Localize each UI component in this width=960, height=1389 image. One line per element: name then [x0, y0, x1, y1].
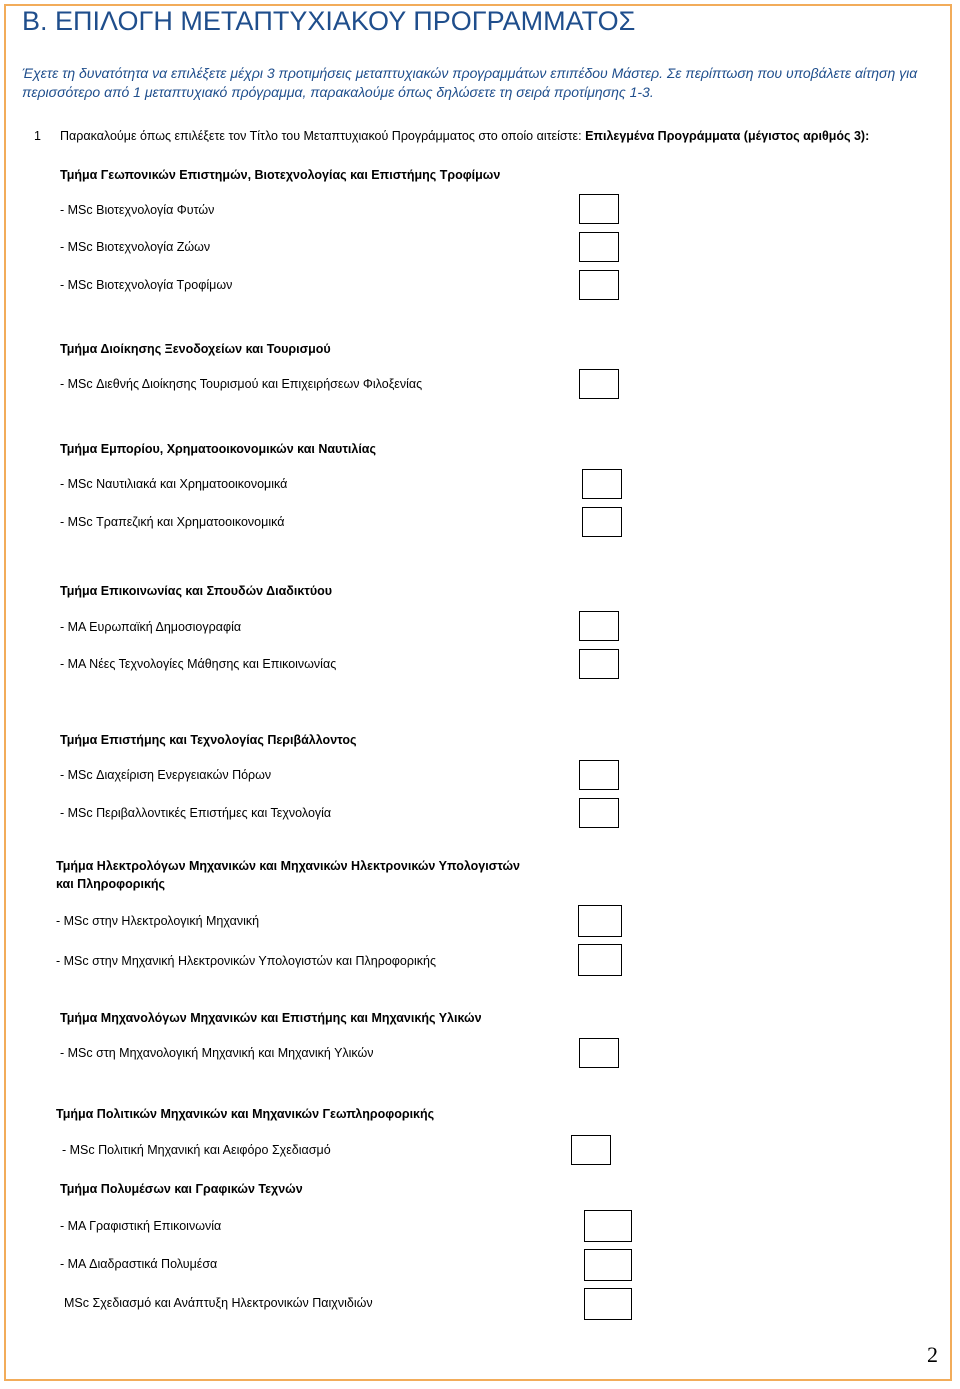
program-label: - MSc στην Μηχανική Ηλεκτρονικών Υπολογιστών και Πληροφορικής: [56, 954, 436, 968]
preference-box[interactable]: [579, 270, 619, 300]
preference-box[interactable]: [579, 798, 619, 828]
department-heading: Τμήμα Επιστήμης και Τεχνολογίας Περιβάλλοντος: [60, 733, 357, 747]
preference-box[interactable]: [579, 369, 619, 399]
program-label: MSc Σχεδιασμό και Ανάπτυξη Ηλεκτρονικών Παιχνιδιών: [64, 1296, 373, 1310]
question-number: 1: [34, 129, 41, 143]
question-bold-label: Επιλεγμένα Προγράμματα (μέγιστος αριθμός 3):: [585, 129, 870, 143]
program-label: - MSc Τραπεζική και Χρηματοοικονομικά: [60, 515, 285, 529]
department-heading: Τμήμα Πολιτικών Μηχανικών και Μηχανικών Γεωπληροφορικής: [56, 1107, 435, 1121]
program-label: - MA Νέες Τεχνολογίες Μάθησης και Επικοινωνίας: [60, 657, 337, 671]
preference-box[interactable]: [571, 1135, 611, 1165]
question-text: [60, 129, 869, 143]
intro-text: Έχετε τη δυνατότητα να επιλέξετε μέχρι 3 προτιμήσεις μεταπτυχιακών προγραμμάτων επιπέδου Μάστερ. Σε περίπτωση που υποβάλετε αίτηση για περισσότερο από 1 μεταπτυχιακό πρόγραμμα, παρακαλούμε όπως δηλώσετε τη σειρά προτίμησης 1-3.: [22, 65, 918, 100]
program-label: - MA Γραφιστική Επικοινωνία: [60, 1219, 222, 1233]
program-label: - MSc Βιοτεχνολογία Φυτών: [60, 203, 215, 217]
department-heading: Τμήμα Γεωπονικών Επιστημών, Βιοτεχνολογίας και Επιστήμης Τροφίμων: [60, 168, 501, 182]
preference-box[interactable]: [584, 1249, 632, 1281]
preference-box[interactable]: [584, 1210, 632, 1242]
section-title: Β. ΕΠΙΛΟΓΗ ΜΕΤΑΠΤΥΧΙΑΚΟΥ ΠΡΟΓΡΑΜΜΑΤΟΣ: [22, 6, 636, 36]
preference-box[interactable]: [582, 469, 622, 499]
preference-box[interactable]: [578, 905, 622, 937]
program-label: - MSc Διαχείριση Ενεργειακών Πόρων: [60, 768, 272, 782]
program-label: - MSc Ναυτιλιακά και Χρηματοοικονομικά: [60, 477, 288, 491]
program-label: - MSc Πολιτική Μηχανική και Αειφόρο Σχεδιασμό: [62, 1143, 331, 1157]
department-heading: Τμήμα Πολυμέσων και Γραφικών Τεχνών: [60, 1182, 303, 1196]
preference-box[interactable]: [579, 232, 619, 262]
preference-box[interactable]: [582, 507, 622, 537]
question-label: Παρακαλούμε όπως επιλέξετε τον Τίτλο του Μεταπτυχιακού Προγράμματος στο οποίο αιτείστε:: [60, 129, 586, 143]
preference-box[interactable]: [579, 194, 619, 224]
department-heading: Τμήμα Επικοινωνίας και Σπουδών Διαδικτύου: [60, 584, 333, 598]
program-label: - MSc Περιβαλλοντικές Επιστήμες και Τεχνολογία: [60, 806, 332, 820]
department-heading: Τμήμα Διοίκησης Ξενοδοχείων και Τουρισμού: [60, 342, 331, 356]
preference-box[interactable]: [578, 944, 622, 976]
program-label: - MSc Βιοτεχνολογία Τροφίμων: [60, 278, 233, 292]
program-label: - MSc Διεθνής Διοίκησης Τουρισμού και Επιχειρήσεων Φιλοξενίας: [60, 377, 423, 391]
program-label: - MA Διαδραστικά Πολυμέσα: [60, 1257, 218, 1271]
program-label: - MSc Βιοτεχνολογία Ζώων: [60, 240, 211, 254]
page-number: 2: [927, 1342, 938, 1367]
preference-box[interactable]: [579, 1038, 619, 1068]
program-label: - MA Ευρωπαϊκή Δημοσιογραφία: [60, 620, 242, 634]
preference-box[interactable]: [579, 649, 619, 679]
preference-box[interactable]: [579, 760, 619, 790]
department-heading: Τμήμα Εμπορίου, Χρηματοοικονομικών και Ναυτιλίας: [60, 442, 376, 456]
preference-box[interactable]: [579, 611, 619, 641]
department-heading: Τμήμα Μηχανολόγων Μηχανικών και Επιστήμης και Μηχανικής Υλικών: [60, 1011, 482, 1025]
program-label: - MSc στην Ηλεκτρολογική Μηχανική: [56, 914, 260, 928]
department-heading: Τμήμα Ηλεκτρολόγων Μηχανικών και Μηχανικών Ηλεκτρονικών Υπολογιστών και Πληροφορικής: [56, 859, 520, 891]
program-label: - MSc στη Μηχανολογική Μηχανική και Μηχανική Υλικών: [60, 1046, 374, 1060]
preference-box[interactable]: [584, 1288, 632, 1320]
